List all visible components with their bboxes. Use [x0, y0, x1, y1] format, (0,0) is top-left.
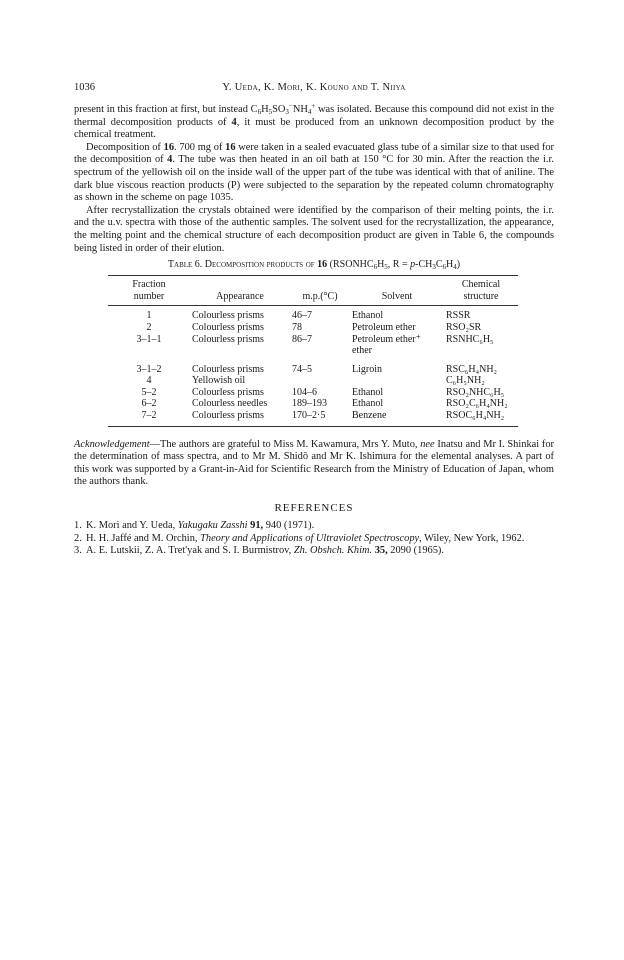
references-list [74, 520, 554, 558]
header-appearance: Appearance [190, 276, 290, 306]
acknowledgement: Acknowledgement—The authors are grateful to Miss M. Kawamura, Mrs Y. Muto, nee Inatsu and Mr I. Shinkai for the determination of mass spectra, and to Mr M. Shidō and Mr K. Ishimura for the elemental analyses. A part of this work was supported by a Grant-in-Aid for Scientific Research from the Ministry of Education of Japan, whom the authors thank. [74, 438, 554, 488]
header-mp: m.p.(°C) [290, 276, 350, 306]
running-authors: Y. Ueda, K. Mori, K. Kouno and T. Niiya [222, 82, 406, 93]
running-header [74, 82, 554, 102]
table-row: 3–1–2 Colourless prisms 74–5 Ligroin RSC₆H₄NH₂ [136, 363, 498, 375]
paragraph-3: After recrystallization the crystals obtained were identified by the comparison of their melting points, the i.r. and the u.v. spectra with those of the authentic samples. The solvent used for the recrystallization, the appearance, the melting point and the chemical structure of each decomposition product are given in Table 6, the compounds being listed in order of their elution. [74, 204, 554, 254]
table-row: 1 Colourless prisms 46–7 Ethanol RSSR [146, 310, 471, 322]
table-row: 7–2 Colourless prisms 170–2·5 Benzene RSOC₆H₄NH₂ [108, 410, 518, 426]
header-solvent: Solvent [350, 276, 444, 306]
journal-page [74, 82, 554, 558]
reference-item: 3. A. E. Lutskii, Z. A. Tret'yak and S. I. Burmistrov, Zh. Obshch. Khim. 35, 2090 (1965). [74, 545, 444, 557]
decomposition-products-table [108, 275, 518, 427]
reference-item: 2. H. H. Jaffé and M. Orchin, Theory and Applications of Ultraviolet Spectroscopy, Wiley, New York, 1962. [74, 532, 525, 544]
header-fraction: Fraction number [108, 276, 190, 306]
table-header-row [108, 276, 518, 306]
table-row: 5–2 Colourless prisms 104–6 Ethanol RSO₂NHC₆H₅ [141, 386, 505, 398]
paragraph-1: present in this fraction at first, but instead $C_6H_5SO_3^-NH_4^+$ was isolated. Because this compound did not exist in the thermal decomposition products of 4, it must be produced from an unknown decomposition product by the chemical treatment. [74, 102, 554, 141]
table-row: 6–2 Colourless needles 189–193 Ethanol RSO₂C₆H₄NH₂ [141, 398, 508, 410]
page-number: 1036 [74, 82, 95, 93]
body-text [74, 104, 554, 255]
table-row: 4 Yellowish oil C₆H₅NH₂ [146, 375, 485, 387]
table-row: 3–1–1 Colourless prisms 86–7 Petroleum ether⁺ ether RSNHC₆H₅ [136, 333, 494, 357]
table-caption: Table 6. Decomposition products of 16 ($RSONHC_6H_5$, $R = p-CH_3C_6H_4$) [167, 259, 461, 272]
table-row: 2 Colourless prisms 78 Petroleum ether RSO₂SR [146, 321, 482, 333]
header-chemical-structure: Chemical structure [444, 276, 518, 306]
paragraph-2: Decomposition of 16. 700 mg of 16 were taken in a sealed evacuated glass tube of a similar size to that used for the decomposition of 4. The tube was then heated in an oil bath at 150 °C for 30 min. After the reaction the i.r. spectrum of the yellowish oil on the inside wall of the upper part of the tube was identical with that of aniline. The dark blue viscous reaction products (P) were subjected to the separation by the repeated column chromatography as shown in the scheme on page 1035. [74, 141, 555, 204]
reference-item: 1. K. Mori and Y. Ueda, Yakugaku Zasshi 91, 940 (1971). [74, 520, 315, 532]
references-heading: REFERENCES [274, 502, 354, 515]
